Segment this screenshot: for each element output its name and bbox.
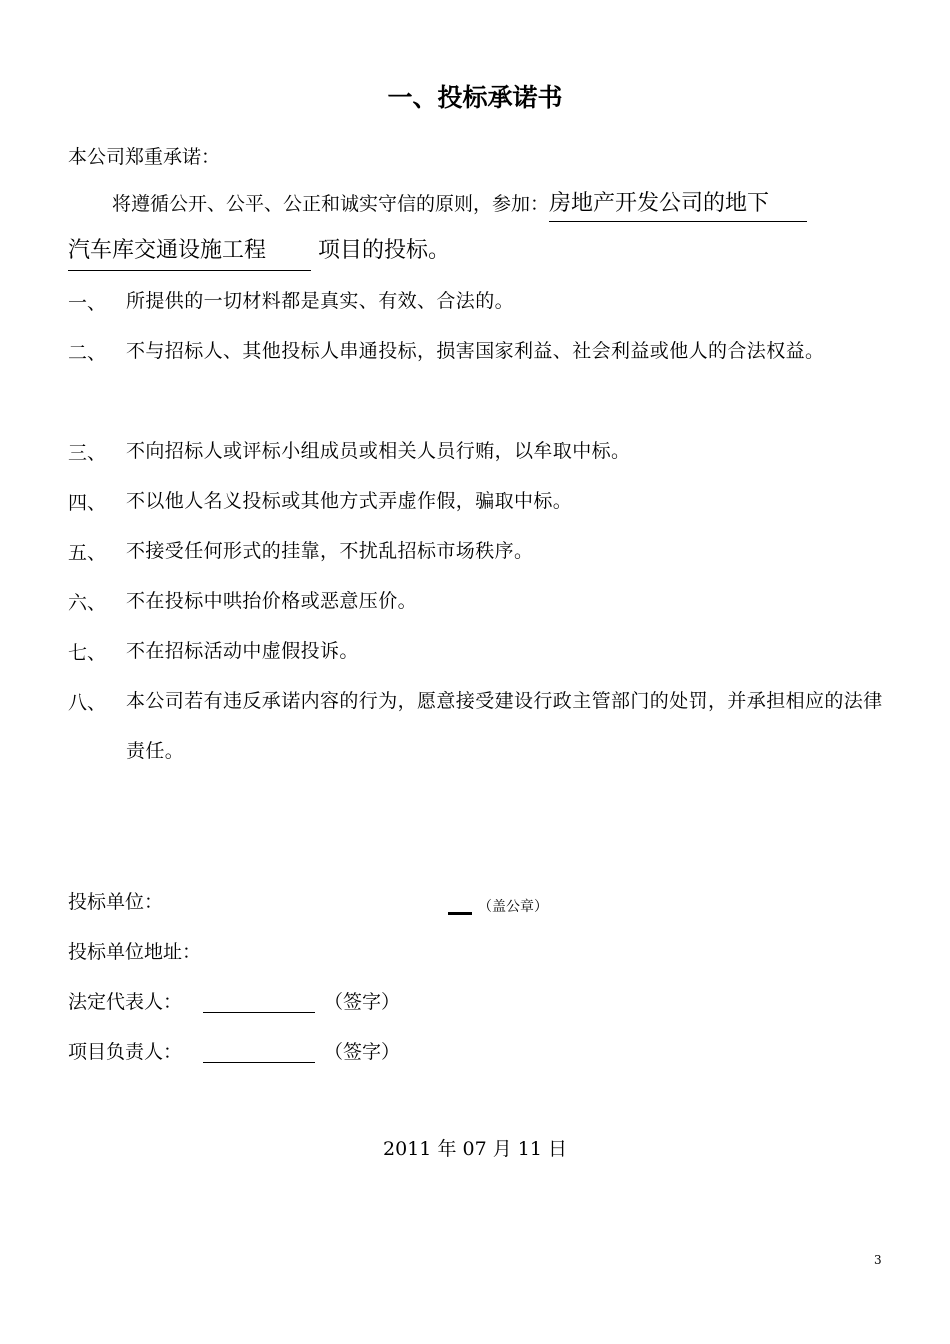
item-text-2: 不与招标人、其他投标人串通投标，损害国家利益、社会利益或他人的合法权益。 [126,340,825,362]
seal-blank-mark [448,912,472,915]
pledge-line-2 [68,233,450,271]
legal-representative-signature-line[interactable] [203,1012,315,1013]
item-text-3: 不向招标人或评标小组成员或相关人员行贿，以牟取中标。 [126,440,631,462]
item-number-5: 五、 [68,542,107,564]
bidder-label: 投标单位： [68,891,164,913]
project-name-part-1: 房地产开发公司的地下 [549,186,807,222]
page-number: 3 [874,1253,882,1267]
pledge-prefix: 将遵循公开、公平、公正和诚实守信的原则，参加： [112,193,550,215]
item-number-8: 八、 [68,692,107,714]
project-lead-signature-line[interactable] [203,1062,315,1063]
project-lead-sign-note: （签字） [324,1041,401,1063]
seal-note: （盖公章） [478,899,548,915]
project-lead-label: 项目负责人： [68,1041,183,1063]
item-text-5: 不接受任何形式的挂靠，不扰乱招标市场秩序。 [126,540,534,562]
pledge-line-1 [112,186,807,222]
legal-representative-label: 法定代表人： [68,991,183,1013]
project-name-part-2: 汽车库交通设施工程 [68,233,311,271]
item-text-4: 不以他人名义投标或其他方式弄虚作假，骗取中标。 [126,490,573,512]
item-number-7: 七、 [68,642,107,664]
item-text-1: 所提供的一切材料都是真实、有效、合法的。 [126,290,515,312]
item-text-8: 本公司若有违反承诺内容的行为，愿意接受建设行政主管部门的处罚，并承担相应的法律责任。 [126,690,883,762]
intro-text: 本公司郑重承诺： [68,146,221,168]
item-number-3: 三、 [68,442,107,464]
item-number-6: 六、 [68,592,107,614]
bidder-address-label: 投标单位地址： [68,941,202,963]
document-date: 2011 年 07 月 11 日 [383,1138,567,1160]
item-number-4: 四、 [68,492,107,514]
item-text-7: 不在招标活动中虚假投诉。 [126,640,359,662]
item-text-6: 不在投标中哄抬价格或恶意压价。 [126,590,418,612]
item-number-2: 二、 [68,342,107,364]
pledge-suffix: 项目的投标。 [311,238,450,263]
item-number-1: 一、 [68,292,107,314]
legal-representative-sign-note: （签字） [324,991,401,1013]
document-title: 一、投标承诺书 [387,83,563,112]
